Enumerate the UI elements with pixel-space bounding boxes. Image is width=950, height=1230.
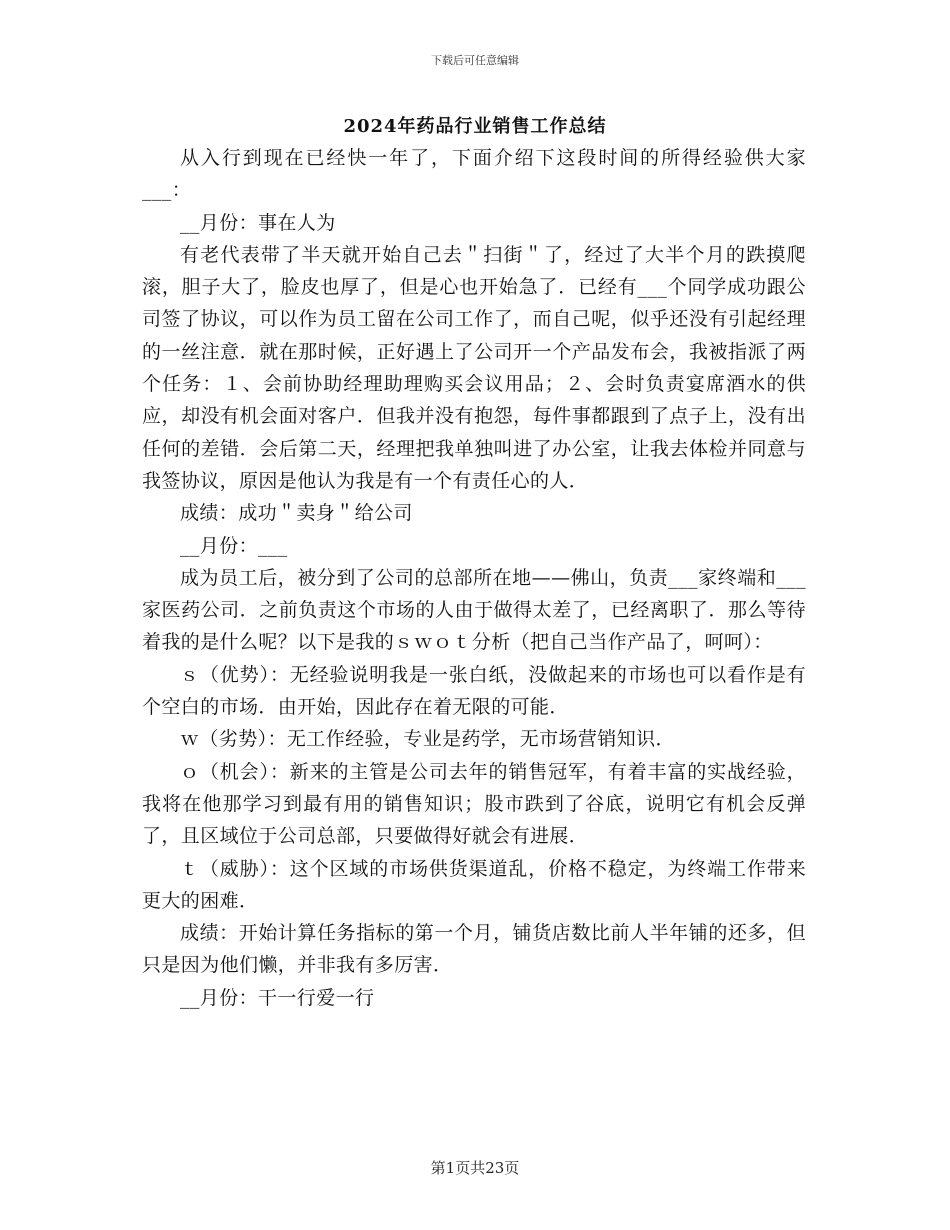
- paragraph: 从入行到现在已经快一年了，下面介绍下这段时间的所得经验供大家___：: [142, 147, 806, 202]
- page-number: 第1页共23页: [430, 1159, 520, 1177]
- paragraph: 成为员工后，被分到了公司的总部所在地——佛山，负责___家终端和___家医药公司．之前负责这个市场的人由于做得太差了，已经离职了．那么等待着我的是什么呢？以下是我的ｓｗｏｔ分析（把自己当作产品了，呵呵）：: [142, 566, 806, 654]
- document-title: 2024年药品行业销售工作总结: [343, 116, 607, 137]
- paragraph: ｔ（威胁）：这个区域的市场供货渠道乱，价格不稳定，为终端工作带来更大的困难．: [142, 857, 806, 912]
- paragraph: ｓ（优势）：无经验说明我是一张白纸，没做起来的市场也可以看作是有个空白的市场．由开始，因此存在着无限的可能．: [142, 663, 806, 719]
- page-header-note: 下载后可任意编辑: [431, 54, 519, 67]
- paragraph: __月份：事在人为: [180, 211, 336, 234]
- paragraph: ｗ（劣势）：无工作经验，专业是药学，无市场营销知识．: [180, 728, 675, 751]
- paragraph: __月份：干一行爱一行: [180, 986, 375, 1009]
- paragraph: 成绩：成功＂卖身＂给公司: [180, 502, 413, 525]
- paragraph: ｏ（机会）：新来的主管是公司去年的销售冠军，有着丰富的实战经验，我将在他那学习到最有用的销售知识；股市跌到了谷底，说明它有机会反弹了，且区域位于公司总部，只要做得好就会有进展．: [142, 760, 806, 848]
- document-body: [142, 142, 806, 1014]
- paragraph: 成绩：开始计算任务指标的第一个月，铺货店数比前人半年铺的还多，但只是因为他们懒，并非我有多厉害．: [142, 922, 806, 977]
- paragraph: __月份：___: [180, 534, 288, 557]
- paragraph: 有老代表带了半天就开始自己去＂扫街＂了，经过了大半个月的跌摸爬滚，胆子大了，脸皮也厚了，但是心也开始急了．已经有___个同学成功跟公司签了协议，可以作为员工留在公司工作了，而自己呢，似乎还没有引起经理的一丝注意．就在那时候，正好遇上了公司开一个产品发布会，我被指派了两个任务：１、会前协助经理助理购买会议用品；２、会时负责宴席酒水的供应，却没有机会面对客户．但我并没有抱怨，每件事都跟到了点子上，没有出任何的差错．会后第二天，经理把我单独叫进了办公室，让我去体检并同意与我签协议，原因是他认为我是有一个有责任心的人．: [142, 243, 806, 492]
